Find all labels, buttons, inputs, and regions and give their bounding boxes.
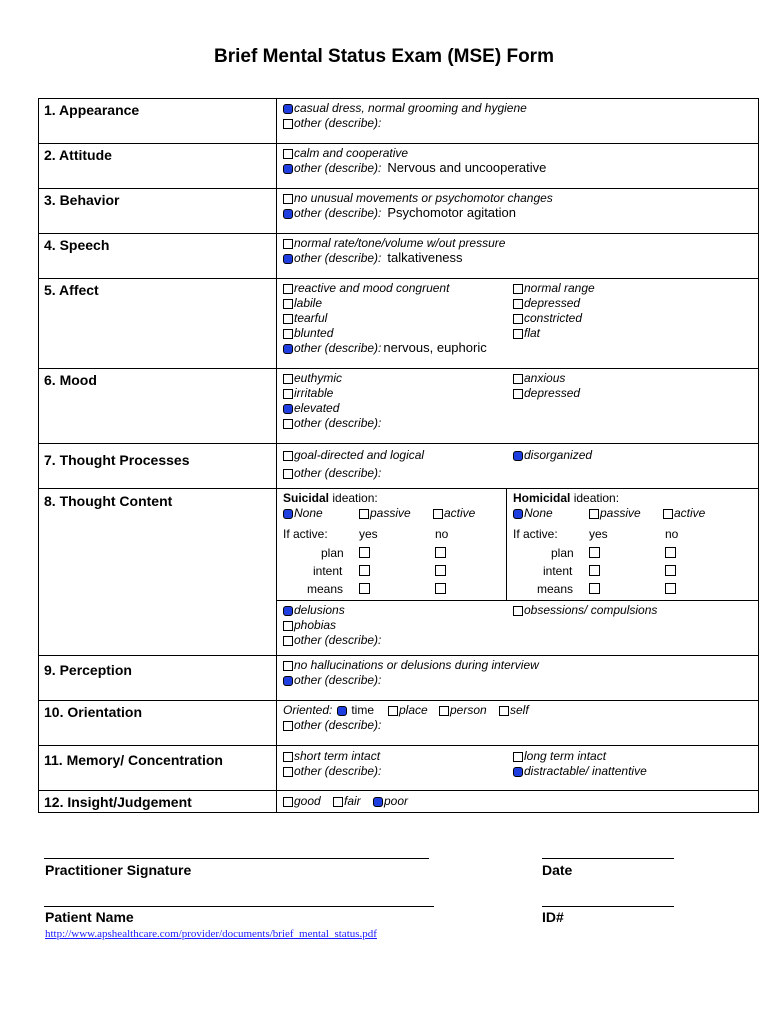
checkbox[interactable] (283, 374, 293, 384)
checkbox[interactable] (283, 329, 293, 339)
checkbox-checked[interactable] (283, 209, 293, 219)
attitude-description[interactable]: Nervous and uncooperative (387, 160, 547, 175)
checkbox[interactable] (283, 451, 293, 461)
checkbox-checked[interactable] (283, 164, 293, 174)
id-line[interactable] (542, 906, 674, 907)
option-poor[interactable]: poor (373, 794, 408, 808)
label-affect: 5. Affect (39, 279, 277, 369)
source-url-link[interactable]: http://www.apshealthcare.com/provider/documents/brief_mental_status.pdf (45, 928, 377, 940)
homicidal-yes-header: yes (589, 527, 608, 541)
id-label: ID# (542, 909, 564, 925)
suicidal-ideation-header: Suicidal ideation: (283, 491, 378, 505)
checkbox[interactable] (439, 706, 449, 716)
suicidal-active[interactable]: active (433, 506, 475, 520)
ideation-divider (506, 489, 507, 600)
checkbox-checked[interactable] (283, 344, 293, 354)
checkbox-checked[interactable] (283, 404, 293, 414)
option-disorganized[interactable]: disorganized (513, 448, 592, 462)
row-appearance (39, 99, 759, 144)
option-blunted[interactable]: blunted (283, 326, 333, 340)
option-thought-other[interactable]: other (describe): (283, 466, 381, 480)
label-thought-processes: 7. Thought Processes (39, 444, 277, 489)
checkbox[interactable] (283, 284, 293, 294)
option-orientation-other[interactable]: other (describe): (283, 718, 381, 732)
option-irritable[interactable]: irritable (283, 386, 333, 400)
option-obsessions[interactable]: obsessions/ compulsions (513, 603, 657, 617)
homicidal-intent-no[interactable] (665, 565, 676, 576)
option-memory-other[interactable]: other (describe): (283, 764, 381, 778)
checkbox[interactable] (359, 509, 369, 519)
checkbox-checked[interactable] (513, 767, 523, 777)
checkbox[interactable] (283, 469, 293, 479)
option-mood-depressed[interactable]: depressed (513, 386, 580, 400)
checkbox[interactable] (283, 314, 293, 324)
checkbox[interactable] (283, 194, 293, 204)
option-no-hallucinations[interactable]: no hallucinations or delusions during interview (283, 658, 539, 672)
option-normal-range[interactable]: normal range (513, 281, 595, 295)
checkbox[interactable] (283, 621, 293, 631)
option-reactive[interactable]: reactive and mood congruent (283, 281, 449, 295)
homicidal-intent-label: intent (543, 564, 573, 578)
checkbox[interactable] (283, 661, 293, 671)
suicidal-intent-yes[interactable] (359, 565, 370, 576)
suicidal-plan-no[interactable] (435, 547, 446, 558)
checkbox[interactable] (283, 636, 293, 646)
suicidal-means-yes[interactable] (359, 583, 370, 594)
homicidal-means-yes[interactable] (589, 583, 600, 594)
option-anxious[interactable]: anxious (513, 371, 565, 385)
option-long-term[interactable]: long term intact (513, 749, 606, 763)
patient-name-label: Patient Name (45, 909, 134, 925)
suicidal-means-no[interactable] (435, 583, 446, 594)
checkbox[interactable] (283, 119, 293, 129)
checkbox[interactable] (513, 606, 523, 616)
checkbox[interactable] (388, 706, 398, 716)
checkbox[interactable] (513, 329, 523, 339)
option-euthymic[interactable]: euthymic (283, 371, 342, 385)
row-insight (39, 791, 759, 813)
checkbox[interactable] (283, 389, 293, 399)
practitioner-signature-line[interactable] (44, 858, 429, 859)
checkbox[interactable] (333, 797, 343, 807)
homicidal-plan-no[interactable] (665, 547, 676, 558)
row-mood (39, 369, 759, 444)
label-memory: 11. Memory/ Concentration (39, 746, 277, 791)
checkbox[interactable] (513, 299, 523, 309)
homicidal-intent-yes[interactable] (589, 565, 600, 576)
checkbox[interactable] (499, 706, 509, 716)
row-behavior (39, 189, 759, 234)
option-distractable[interactable]: distractable/ inattentive (513, 764, 647, 778)
option-appearance-other[interactable]: other (describe): (283, 116, 381, 130)
homicidal-ideation-header: Homicidal ideation: (513, 491, 620, 505)
checkbox[interactable] (513, 284, 523, 294)
checkbox-checked[interactable] (283, 606, 293, 616)
suicidal-plan-yes[interactable] (359, 547, 370, 558)
homicidal-means-no[interactable] (665, 583, 676, 594)
checkbox-checked[interactable] (283, 254, 293, 264)
checkbox[interactable] (283, 239, 293, 249)
label-speech: 4. Speech (39, 234, 277, 279)
checkbox[interactable] (433, 509, 443, 519)
option-affect-depressed[interactable]: depressed (513, 296, 580, 310)
homicidal-if-active: If active: (513, 527, 558, 541)
checkbox[interactable] (283, 797, 293, 807)
label-behavior: 3. Behavior (39, 189, 277, 234)
option-goal-directed[interactable]: goal-directed and logical (283, 448, 424, 462)
checkbox[interactable] (513, 374, 523, 384)
label-orientation: 10. Orientation (39, 701, 277, 746)
checkbox[interactable] (283, 299, 293, 309)
option-content-other[interactable]: other (describe): (283, 633, 381, 647)
row-thought-content (39, 489, 759, 601)
option-good[interactable]: good (283, 794, 321, 808)
checkbox[interactable] (513, 389, 523, 399)
option-flat[interactable]: flat (513, 326, 540, 340)
checkbox[interactable] (283, 721, 293, 731)
option-attitude-other[interactable]: other (describe): Nervous and uncooperative (283, 161, 546, 175)
behavior-description[interactable]: Psychomotor agitation (387, 205, 516, 220)
suicidal-intent-no[interactable] (435, 565, 446, 576)
option-delusions[interactable]: delusions (283, 603, 345, 617)
checkbox[interactable] (513, 752, 523, 762)
checkbox[interactable] (283, 752, 293, 762)
homicidal-none[interactable]: None (513, 506, 553, 520)
option-mood-other[interactable]: other (describe): (283, 416, 381, 430)
row-affect (39, 279, 759, 369)
date-line[interactable] (542, 858, 674, 859)
option-short-term[interactable]: short term intact (283, 749, 380, 763)
checkbox-checked[interactable] (513, 451, 523, 461)
option-self[interactable]: self (499, 703, 529, 717)
option-time[interactable]: time (337, 703, 374, 717)
checkbox-checked[interactable] (283, 676, 293, 686)
checkbox-checked[interactable] (373, 797, 383, 807)
option-casual-dress[interactable]: casual dress, normal grooming and hygiene (283, 101, 527, 115)
label-thought-content: 8. Thought Content (39, 489, 277, 656)
option-labile[interactable]: labile (283, 296, 322, 310)
suicidal-intent-label: intent (313, 564, 343, 578)
affect-description[interactable]: nervous, euphoric (383, 340, 487, 355)
option-place[interactable]: place (388, 703, 428, 717)
option-fair[interactable]: fair (333, 794, 361, 808)
checkbox[interactable] (663, 509, 673, 519)
label-appearance: 1. Appearance (39, 99, 277, 144)
homicidal-no-header: no (665, 527, 679, 541)
checkbox[interactable] (513, 314, 523, 324)
label-attitude: 2. Attitude (39, 144, 277, 189)
row-orientation (39, 701, 759, 746)
option-person[interactable]: person (439, 703, 487, 717)
option-calm-cooperative[interactable]: calm and cooperative (283, 146, 408, 160)
homicidal-active[interactable]: active (663, 506, 705, 520)
option-no-unusual-movements[interactable]: no unusual movements or psychomotor changes (283, 191, 553, 205)
checkbox-checked[interactable] (337, 706, 347, 716)
checkbox-checked[interactable] (283, 104, 293, 114)
row-memory (39, 746, 759, 791)
row-thought-processes (39, 444, 759, 489)
option-tearful[interactable]: tearful (283, 311, 327, 325)
checkbox-checked[interactable] (283, 509, 293, 519)
date-label: Date (542, 862, 573, 878)
row-speech (39, 234, 759, 279)
oriented-label: Oriented: (283, 703, 333, 717)
homicidal-plan-label: plan (551, 546, 574, 560)
option-phobias[interactable]: phobias (283, 618, 336, 632)
option-perception-other[interactable]: other (describe): (283, 673, 381, 687)
option-normal-rate[interactable]: normal rate/tone/volume w/out pressure (283, 236, 505, 250)
row-attitude (39, 144, 759, 189)
checkbox-checked[interactable] (513, 509, 523, 519)
option-constricted[interactable]: constricted (513, 311, 582, 325)
label-insight: 12. Insight/Judgement (39, 791, 277, 813)
suicidal-means-label: means (307, 582, 344, 596)
form-title: Brief Mental Status Exam (MSE) Form (214, 46, 554, 67)
option-affect-other[interactable]: other (describe): nervous, euphoric (283, 341, 487, 355)
homicidal-means-label: means (537, 582, 574, 596)
suicidal-passive[interactable]: passive (359, 506, 411, 520)
mse-table (38, 98, 759, 813)
checkbox[interactable] (589, 509, 599, 519)
suicidal-plan-label: plan (321, 546, 344, 560)
row-perception (39, 656, 759, 701)
checkbox[interactable] (283, 767, 293, 777)
suicidal-none[interactable]: None (283, 506, 323, 520)
option-elevated[interactable]: elevated (283, 401, 339, 415)
speech-description[interactable]: talkativeness (387, 250, 463, 265)
label-perception: 9. Perception (39, 656, 277, 701)
suicidal-yes-header: yes (359, 527, 378, 541)
patient-name-line[interactable] (44, 906, 434, 907)
practitioner-signature-label: Practitioner Signature (45, 862, 192, 878)
option-behavior-other[interactable]: other (describe): Psychomotor agitation (283, 206, 516, 220)
option-speech-other[interactable]: other (describe): talkativeness (283, 251, 463, 265)
suicidal-no-header: no (435, 527, 449, 541)
checkbox[interactable] (283, 419, 293, 429)
homicidal-passive[interactable]: passive (589, 506, 641, 520)
homicidal-plan-yes[interactable] (589, 547, 600, 558)
label-mood: 6. Mood (39, 369, 277, 444)
checkbox[interactable] (283, 149, 293, 159)
suicidal-if-active: If active: (283, 527, 328, 541)
